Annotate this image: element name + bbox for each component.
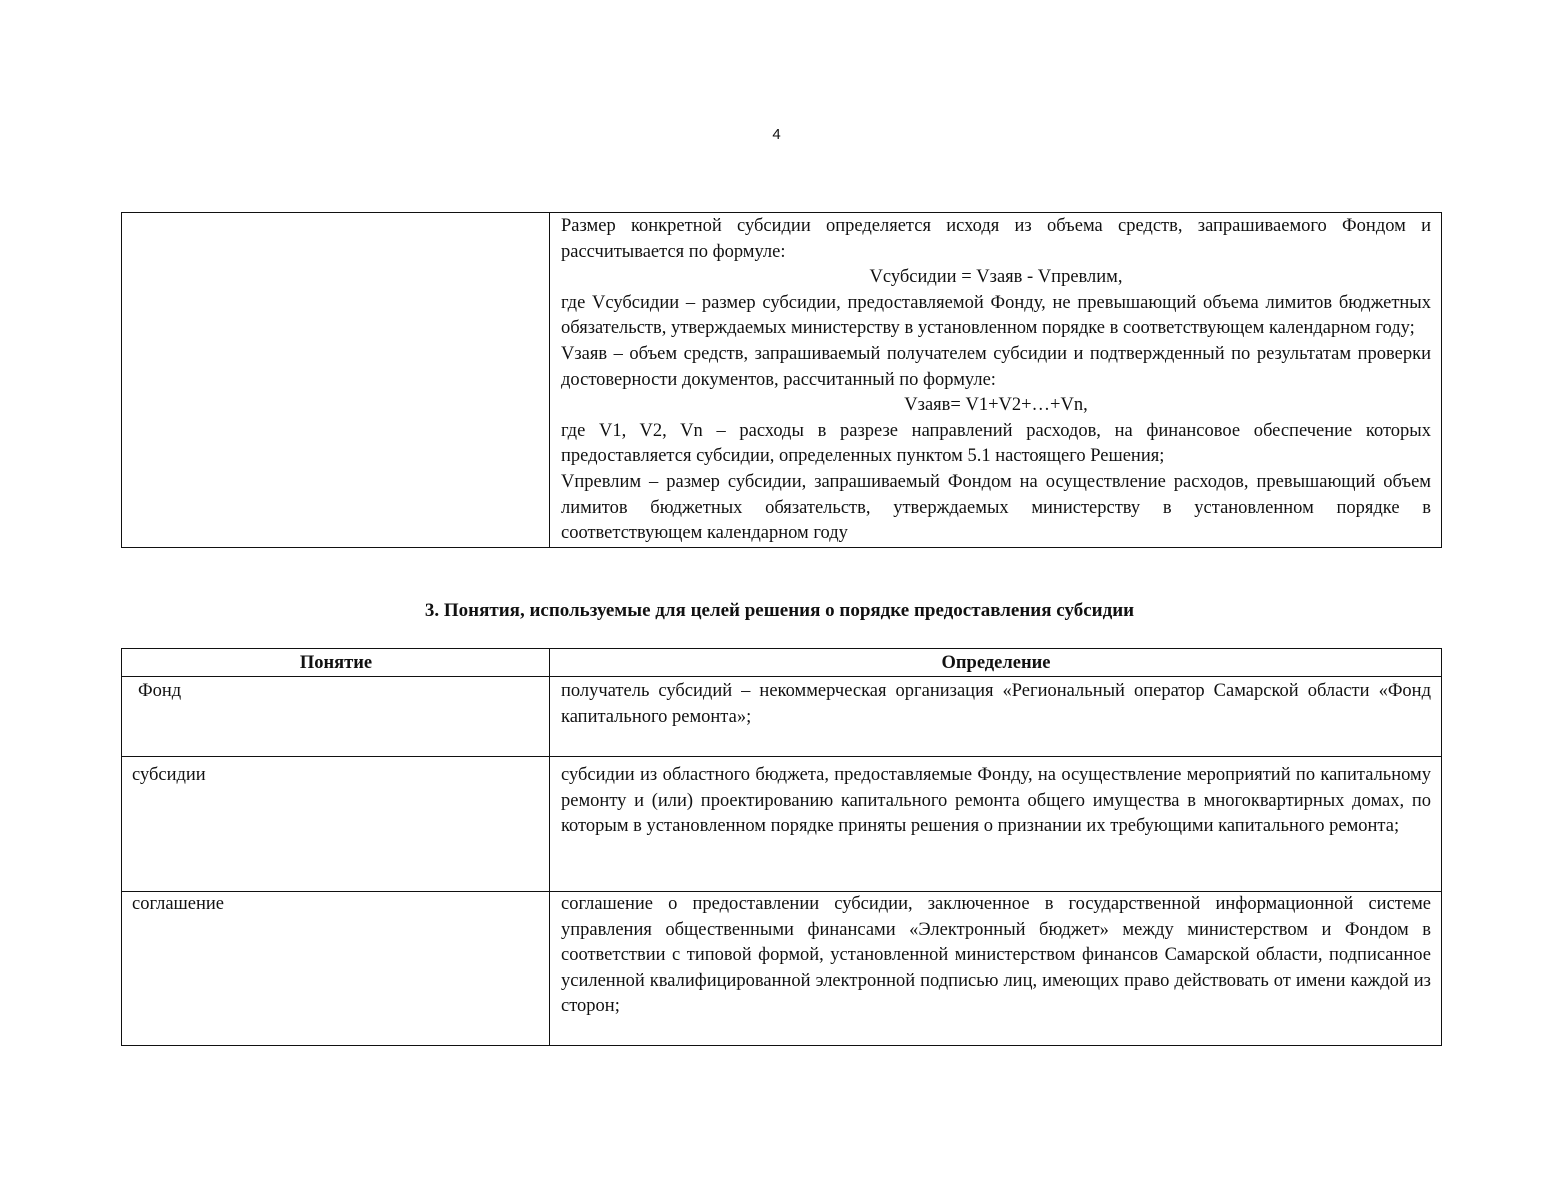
definition-cell: получатель субсидий – некоммерческая организация «Региональный оператор Самарской области «Фонд капитального ремонта»; bbox=[550, 677, 1442, 757]
v-request-definition: Vзаяв – объем средств, запрашиваемый получателем субсидии и подтвержденный по результатам проверки достоверности документов, рассчитанный по формуле: bbox=[561, 343, 1431, 390]
v-subsidy-definition: где Vсубсидии – размер субсидии, предоставляемой Фонду, не превышающий объема лимитов бюджетных обязательств, утверждаемых министерству в установленном порядке в соответствующем календарном году; bbox=[561, 292, 1431, 339]
term-column-header: Понятие bbox=[122, 649, 550, 677]
definition-column-header: Определение bbox=[550, 649, 1442, 677]
term-cell: соглашение bbox=[122, 892, 550, 1046]
section-title: 3. Понятия, используемые для целей решения о порядке предоставления субсидии bbox=[424, 600, 1135, 621]
subsidy-formula: Vсубсидии = Vзаяв - Vпревлим, bbox=[869, 267, 1123, 288]
table-header-row bbox=[122, 649, 1442, 677]
subsidy-size-paragraph: Размер конкретной субсидии определяется исходя из объема средств, запрашиваемого Фондом и рассчитывается по формуле: bbox=[561, 216, 1431, 262]
subsidy-formula-table bbox=[121, 212, 1442, 548]
v-items-definition: где V1, V2, Vn – расходы в разрезе направлений расходов, на финансовое обеспечение которых предоставляется субсидии, определенных пунктом 5.1 настоящего Решения; bbox=[561, 420, 1431, 467]
formula-description-cell bbox=[550, 213, 1442, 548]
table-row bbox=[122, 757, 1442, 892]
definitions-table bbox=[121, 648, 1442, 1046]
table-row bbox=[122, 677, 1442, 757]
term-cell: субсидии bbox=[122, 757, 550, 892]
definition-cell: соглашение о предоставлении субсидии, заключенное в государственной информационной системе управления общественными финансами «Электронный бюджет» между министерством и Фондом в соответствии с типовой формой, установленной министерством финансов Самарской области, подписанное усиленной квалифицированной электронной подписью лиц, имеющих право действовать от имени каждой из сторон; bbox=[550, 892, 1442, 1046]
page-number: 4 bbox=[772, 126, 781, 143]
definition-cell: субсидии из областного бюджета, предоставляемые Фонду, на осуществление мероприятий по капитальному ремонту и (или) проектированию капитального ремонта общего имущества в многоквартирных домах, по которым в установленном порядке приняты решения о признании их требующими капитального ремонта; bbox=[550, 757, 1442, 892]
table-row bbox=[122, 892, 1442, 1046]
v-excess-definition: Vпревлим – размер субсидии, запрашиваемый Фондом на осуществление расходов, превышающий объем лимитов бюджетных обязательств, утверждаемых министерству в установленном порядке в соответствующем календарном году bbox=[561, 471, 1431, 544]
term-cell: Фонд bbox=[122, 677, 550, 757]
table-row bbox=[122, 213, 1442, 548]
request-formula: Vзаяв= V1+V2+…+Vn, bbox=[904, 395, 1088, 416]
empty-left-cell bbox=[122, 213, 550, 548]
